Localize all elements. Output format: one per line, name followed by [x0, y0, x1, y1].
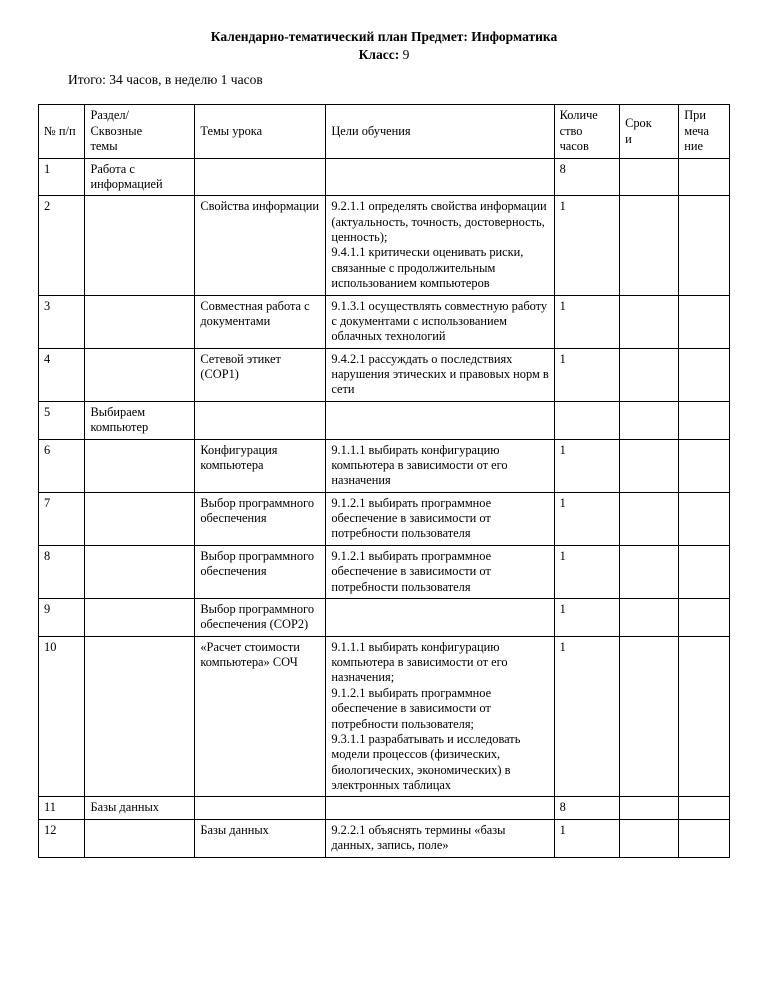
header-hours: [554, 105, 620, 158]
goal-item: 9.1.1.1 выбирать конфигурацию компьютера в зависимости от его назначения;: [331, 639, 508, 685]
row-theme: Совместная работа с документами: [195, 295, 326, 348]
row-dates: [620, 401, 679, 439]
row-goals: [326, 439, 554, 492]
row-number: 5: [39, 401, 85, 439]
summary-text: Итого: 34 часов, в неделю 1 часов: [68, 72, 263, 88]
row-note: [679, 158, 730, 196]
row-dates: [620, 492, 679, 545]
row-section: Выбираем компьютер: [85, 401, 195, 439]
row-note: [679, 348, 730, 401]
row-dates: [620, 196, 679, 295]
row-goals: [326, 598, 554, 636]
row-goals: [326, 295, 554, 348]
row-hours: 1: [554, 545, 620, 598]
row-note: [679, 598, 730, 636]
row-dates: [620, 348, 679, 401]
table-row: [39, 439, 730, 492]
row-section: Работа с информацией: [85, 158, 195, 196]
page-title: Календарно-тематический план Предмет: Информатика: [210, 29, 558, 44]
row-theme: [195, 797, 326, 819]
table-row: [39, 636, 730, 797]
row-hours: 1: [554, 439, 620, 492]
table-header: [39, 105, 730, 158]
row-theme: Выбор программного обеспечения (СОР2): [195, 598, 326, 636]
row-hours: 1: [554, 598, 620, 636]
row-hours: 1: [554, 492, 620, 545]
row-theme: Выбор программного обеспечения: [195, 545, 326, 598]
row-number: 9: [39, 598, 85, 636]
row-number: 1: [39, 158, 85, 196]
header-note-line2: меча: [684, 123, 709, 138]
table-body: [39, 158, 730, 857]
table-row: [39, 797, 730, 819]
page-subtitle: [38, 46, 730, 64]
table-row: [39, 348, 730, 401]
thematic-plan-table: [38, 104, 730, 857]
row-hours: 1: [554, 196, 620, 295]
goal-item: 9.2.2.1 объяснять термины «базы данных, запись, поле»: [331, 822, 506, 853]
row-section: [85, 636, 195, 797]
class-label: Класс:: [358, 47, 400, 63]
row-goals: [326, 158, 554, 196]
row-hours: 1: [554, 295, 620, 348]
header-section: [85, 105, 195, 158]
goal-item: 9.2.1.1 определять свойства информации (актуальность, точность, достоверность, ценность);: [331, 199, 547, 245]
row-number: 3: [39, 295, 85, 348]
row-goals: [326, 196, 554, 295]
row-section: [85, 545, 195, 598]
row-note: [679, 401, 730, 439]
row-note: [679, 492, 730, 545]
row-section: [85, 348, 195, 401]
row-number: 8: [39, 545, 85, 598]
header-note-line1: При: [684, 108, 707, 123]
row-hours: 1: [554, 636, 620, 797]
row-section: Базы данных: [85, 797, 195, 819]
row-number: 10: [39, 636, 85, 797]
goal-item: 9.1.2.1 выбирать программное обеспечение в зависимости от потребности пользователя;: [331, 685, 492, 731]
goal-item: 9.1.2.1 выбирать программное обеспечение в зависимости от потребности пользователя: [331, 495, 492, 541]
row-hours: 1: [554, 819, 620, 857]
row-theme: Базы данных: [195, 819, 326, 857]
row-dates: [620, 598, 679, 636]
table-row: [39, 545, 730, 598]
row-dates: [620, 636, 679, 797]
header-goals: Цели обучения: [326, 105, 554, 158]
row-theme: «Расчет стоимости компьютера» СОЧ: [195, 636, 326, 797]
table-row: [39, 492, 730, 545]
row-note: [679, 545, 730, 598]
row-goals: [326, 636, 554, 797]
header-row: [39, 105, 730, 158]
row-theme: Выбор программного обеспечения: [195, 492, 326, 545]
header-hours-line1: Количе: [559, 108, 598, 123]
table-row: [39, 401, 730, 439]
goal-item: 9.4.2.1 рассуждать о последствиях нарушения этических и правовых норм в сети: [331, 351, 549, 397]
header-section-line3: темы: [90, 139, 118, 154]
row-theme: [195, 401, 326, 439]
table-row: [39, 819, 730, 857]
header-section-line2: Сквозные: [90, 123, 143, 138]
row-hours: 8: [554, 797, 620, 819]
row-dates: [620, 439, 679, 492]
goal-item: 9.1.2.1 выбирать программное обеспечение в зависимости от потребности пользователя: [331, 548, 492, 594]
row-goals: [326, 545, 554, 598]
row-goals: [326, 401, 554, 439]
row-theme: [195, 158, 326, 196]
header-theme: Темы урока: [195, 105, 326, 158]
row-hours: [554, 401, 620, 439]
row-goals: [326, 492, 554, 545]
row-goals: [326, 348, 554, 401]
goal-item: 9.4.1.1 критически оценивать риски, связанные с продолжительным использованием компьютеров: [331, 245, 524, 291]
row-theme: Свойства информации: [195, 196, 326, 295]
row-section: [85, 439, 195, 492]
row-hours: 1: [554, 348, 620, 401]
header-dates: [620, 105, 679, 158]
row-dates: [620, 158, 679, 196]
class-value: 9: [402, 47, 410, 63]
row-goals: [326, 797, 554, 819]
row-number: 7: [39, 492, 85, 545]
goal-item: 9.1.3.1 осуществлять совместную работу с документами с использованием облачных технологий: [331, 298, 548, 344]
row-goals: [326, 819, 554, 857]
row-dates: [620, 545, 679, 598]
row-number: 12: [39, 819, 85, 857]
header-hours-line3: часов: [559, 139, 589, 154]
goal-item: 9.3.1.1 разрабатывать и исследовать модели процессов (физических, биологических, экономических) в электронных таблицах: [331, 731, 521, 793]
table-row: [39, 295, 730, 348]
header-num: № п/п: [39, 105, 85, 158]
row-number: 2: [39, 196, 85, 295]
row-section: [85, 295, 195, 348]
row-section: [85, 598, 195, 636]
goal-item: 9.1.1.1 выбирать конфигурацию компьютера в зависимости от его назначения: [331, 442, 508, 488]
row-section: [85, 819, 195, 857]
header-dates-line1: Срок: [625, 116, 652, 131]
header-note: [679, 105, 730, 158]
row-theme: Сетевой этикет (СОР1): [195, 348, 326, 401]
row-number: 4: [39, 348, 85, 401]
row-note: [679, 196, 730, 295]
header-section-line1: Раздел/: [90, 108, 129, 123]
table-row: [39, 158, 730, 196]
row-note: [679, 295, 730, 348]
row-note: [679, 819, 730, 857]
header-hours-line2: ство: [559, 123, 583, 138]
header-note-line3: ние: [684, 139, 703, 154]
row-dates: [620, 797, 679, 819]
row-note: [679, 797, 730, 819]
row-theme: Конфигурация компьютера: [195, 439, 326, 492]
row-section: [85, 492, 195, 545]
row-hours: 8: [554, 158, 620, 196]
row-note: [679, 439, 730, 492]
row-number: 6: [39, 439, 85, 492]
table-row: [39, 196, 730, 295]
row-section: [85, 196, 195, 295]
header-dates-line2: и: [625, 131, 632, 146]
row-dates: [620, 295, 679, 348]
row-note: [679, 636, 730, 797]
table-row: [39, 598, 730, 636]
row-dates: [620, 819, 679, 857]
row-number: 11: [39, 797, 85, 819]
